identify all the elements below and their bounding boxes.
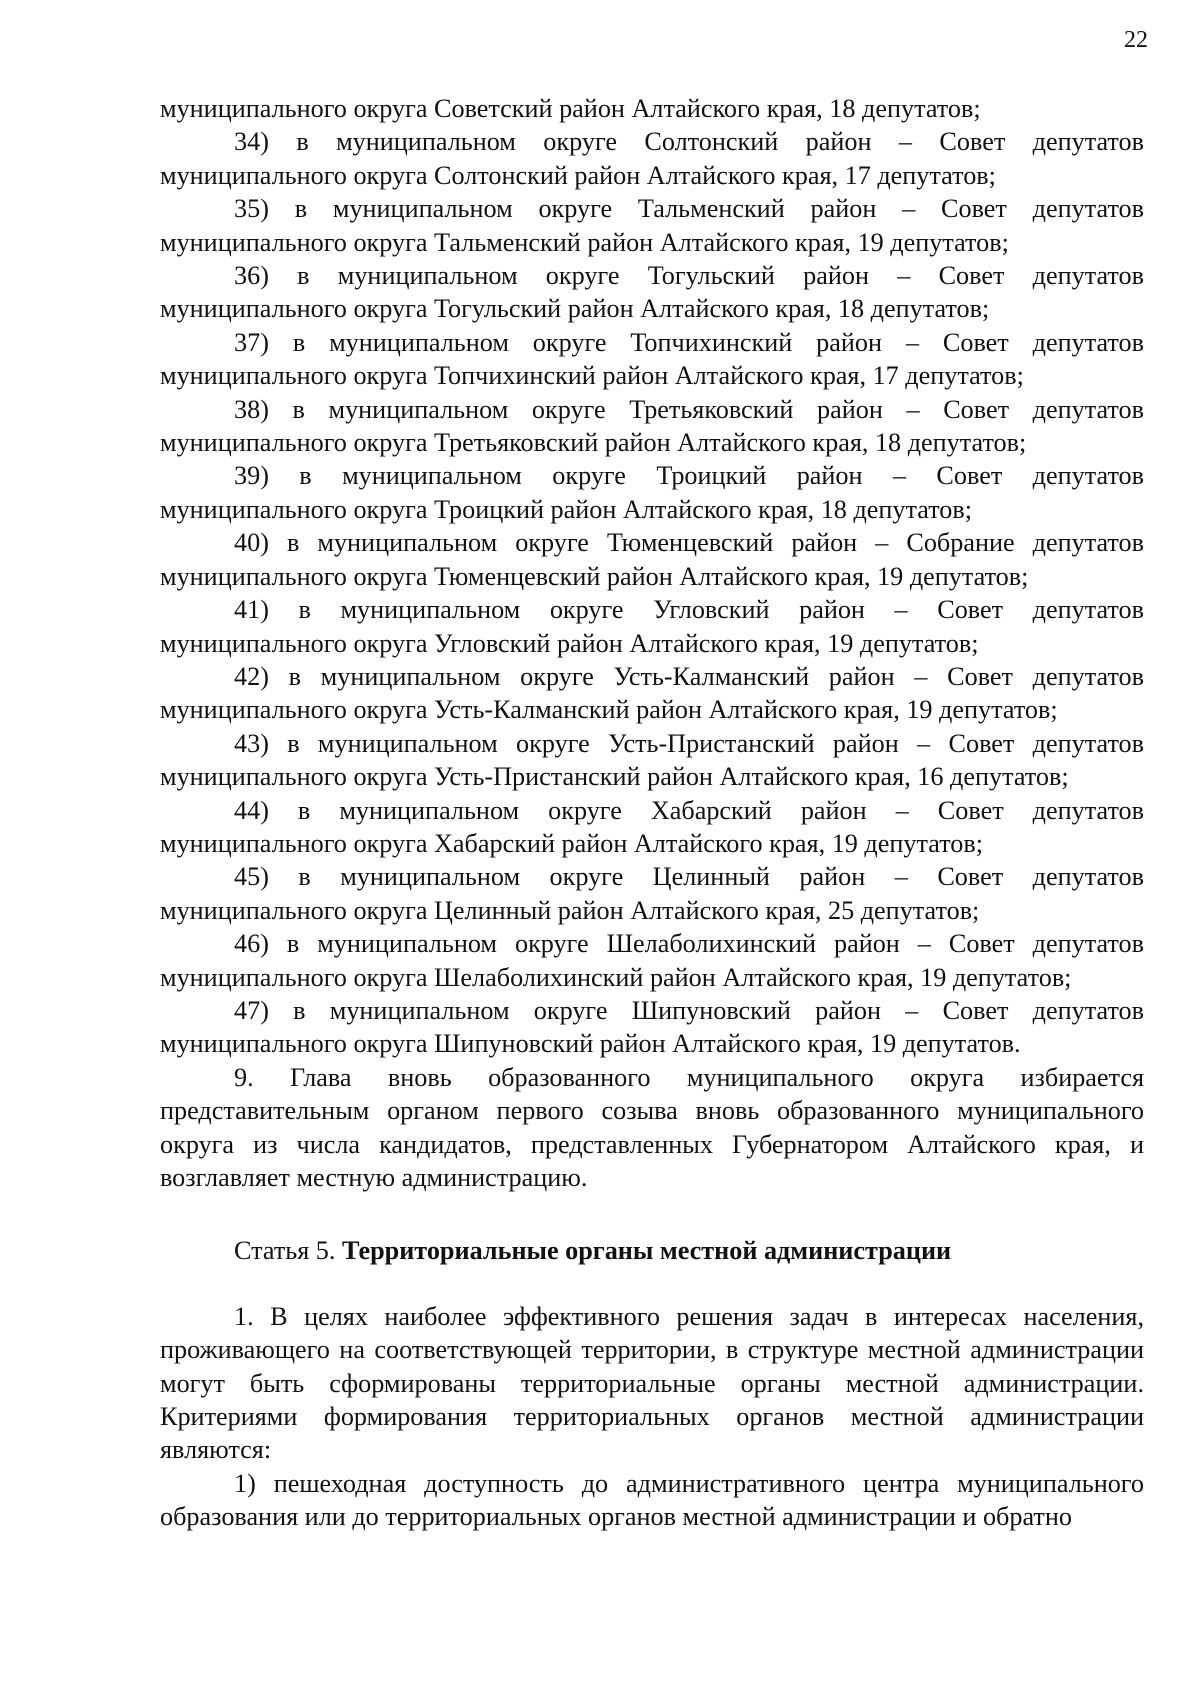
paragraph: 35) в муниципальном округе Тальменский район – Совет депутатов муниципального округа Тальменский район Алтайского края, 19 депутатов; bbox=[160, 194, 1144, 257]
paragraph: 45) в муниципальном округе Целинный район – Совет депутатов муниципального округа Целинный район Алтайского края, 25 депутатов; bbox=[160, 862, 1144, 925]
article-section bbox=[160, 1300, 1144, 1534]
paragraph: 1) пешеходная доступность до административного центра муниципального образования или до территориальных органов местной администрации и обратно bbox=[160, 1468, 1144, 1532]
paragraph: 40) в муниципальном округе Тюменцевский район – Собрание депутатов муниципального округа Тюменцевский район Алтайского края, 19 депутатов; bbox=[160, 528, 1144, 591]
paragraph: 38) в муниципальном округе Третьяковский район – Совет депутатов муниципального округа Третьяковский район Алтайского края, 18 депутатов; bbox=[160, 394, 1144, 458]
paragraph: муниципального округа Советский район Алтайского края, 18 депутатов; bbox=[160, 94, 981, 123]
article-title: Территориальные органы местной администрации bbox=[342, 1236, 952, 1266]
list-section bbox=[160, 92, 1144, 1194]
article-heading bbox=[160, 1234, 1144, 1267]
paragraph: 9. Глава вновь образованного муниципального округа избирается представительным органом первого созыва вновь образованного муниципального округа из числа кандидатов, представленных Губернатором Алтайского края, и возглавляет местную администрацию. bbox=[160, 1062, 1144, 1192]
document-body bbox=[160, 92, 1144, 1534]
paragraph: 47) в муниципальном округе Шипуновский район – Совет депутатов муниципального округа Шипуновский район Алтайского края, 19 депутатов. bbox=[160, 995, 1144, 1059]
page-number: 22 bbox=[1124, 27, 1148, 53]
paragraph: 42) в муниципальном округе Усть-Калманский район – Совет депутатов муниципального округа Усть-Калманский район Алтайского края, 19 депутатов; bbox=[160, 661, 1144, 725]
paragraph: 41) в муниципальном округе Угловский район – Совет депутатов муниципального округа Угловский район Алтайского края, 19 депутатов; bbox=[160, 595, 1144, 658]
article-prefix: Статья 5. bbox=[234, 1236, 342, 1266]
paragraph: 46) в муниципальном округе Шелаболихинский район – Совет депутатов муниципального округа Шелаболихинский район Алтайского края, 19 депутатов; bbox=[160, 929, 1144, 992]
paragraph: 1. В целях наиболее эффективного решения задач в интересах населения, проживающего на соответствующей территории, в структуре местной администрации могут быть сформированы территориальные органы местной администрации. Критериями формирования территориальных органов местной администрации являются: bbox=[160, 1301, 1144, 1465]
paragraph: 37) в муниципальном округе Топчихинский район – Совет депутатов муниципального округа Топчихинский район Алтайского края, 17 депутатов; bbox=[160, 327, 1144, 391]
paragraph: 44) в муниципальном округе Хабарский район – Совет депутатов муниципального округа Хабарский район Алтайского края, 19 депутатов; bbox=[160, 795, 1144, 858]
paragraph: 39) в муниципальном округе Троицкий район – Совет депутатов муниципального округа Троицкий район Алтайского края, 18 депутатов; bbox=[160, 461, 1144, 524]
paragraph: 43) в муниципальном округе Усть-Пристанский район – Совет депутатов муниципального округа Усть-Пристанский район Алтайского края, 16 депутатов; bbox=[160, 728, 1144, 792]
paragraph: 34) в муниципальном округе Солтонский район – Совет депутатов муниципального округа Солтонский район Алтайского края, 17 депутатов; bbox=[160, 127, 1144, 190]
paragraph: 36) в муниципальном округе Тогульский район – Совет депутатов муниципального округа Тогульский район Алтайского края, 18 депутатов; bbox=[160, 261, 1144, 324]
